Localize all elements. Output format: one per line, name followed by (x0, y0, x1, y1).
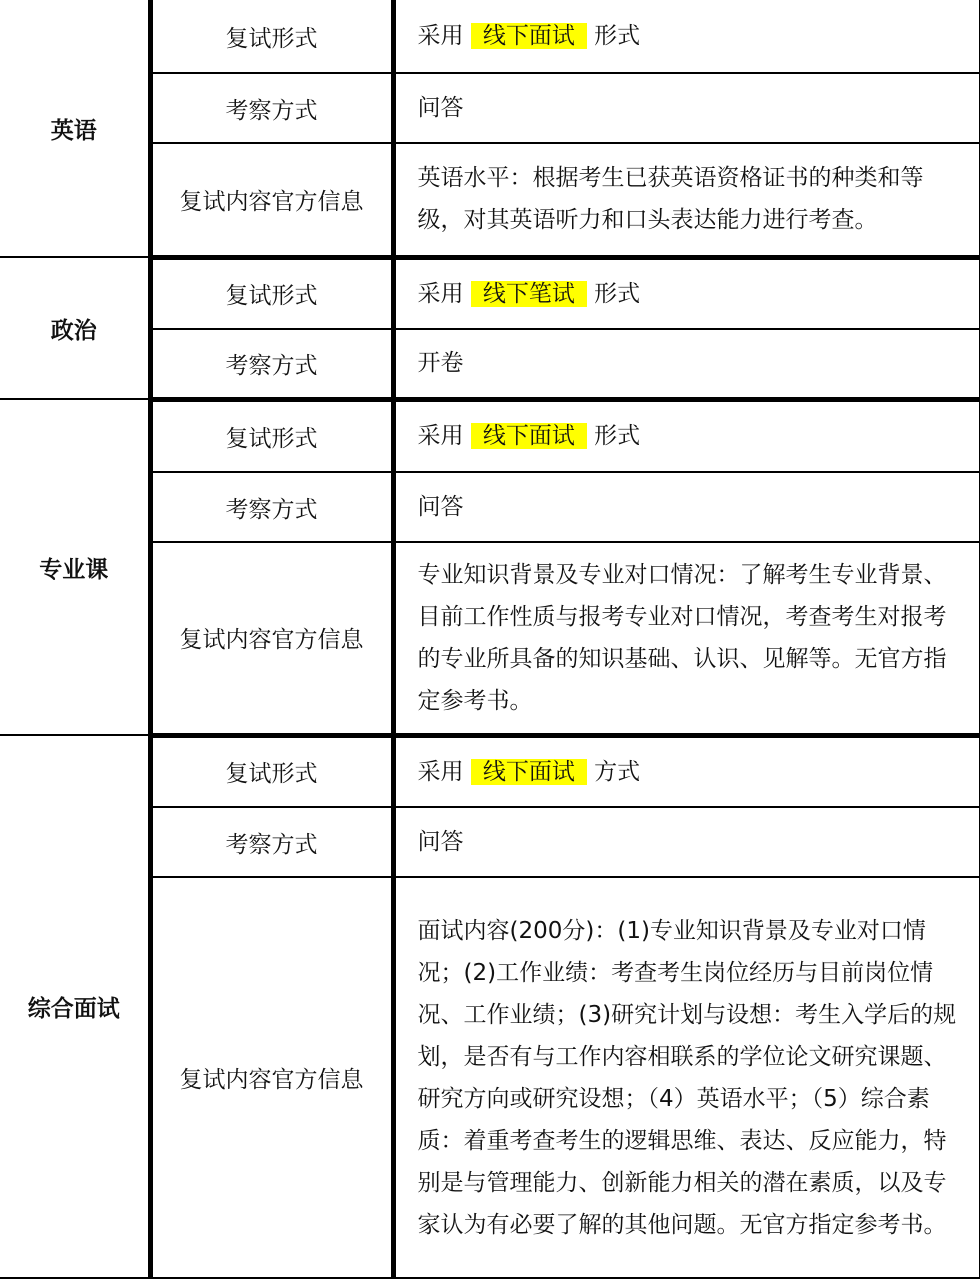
content-cell: 问答 (393, 73, 980, 143)
subject-english: 英语 (0, 0, 150, 257)
item-label: 考察方式 (150, 329, 393, 399)
suffix-text: 方式 (594, 758, 641, 785)
item-label: 复试形式 (150, 399, 393, 472)
subject-interview: 综合面试 (0, 735, 150, 1278)
subject-politics: 政治 (0, 257, 150, 399)
highlight-mark: 线下面试 (471, 759, 587, 785)
content-cell: 英语水平：根据考生已获英语资格证书的种类和等级，对其英语听力和口头表达能力进行考查。 (393, 143, 980, 257)
suffix-text: 形式 (594, 23, 641, 49)
content-cell: 问答 (393, 472, 980, 542)
highlight-mark: 线下面试 (471, 423, 587, 449)
prefix-text: 采用 (417, 280, 464, 307)
suffix-text: 形式 (594, 280, 641, 307)
prefix-text: 采用 (417, 23, 464, 49)
suffix-text: 形式 (594, 423, 641, 450)
table-row (0, 0, 980, 73)
content-cell (393, 257, 980, 329)
table-row (0, 735, 980, 807)
item-label: 复试形式 (150, 0, 393, 73)
content-cell: 开卷 (393, 329, 980, 399)
content-cell (393, 0, 980, 73)
item-label: 复试内容官方信息 (150, 143, 393, 257)
table-row (0, 257, 980, 329)
prefix-text: 采用 (417, 423, 464, 450)
content-cell (393, 735, 980, 807)
item-label: 复试形式 (150, 735, 393, 807)
subject-major: 专业课 (0, 399, 150, 735)
content-cell: 问答 (393, 807, 980, 877)
prefix-text: 采用 (417, 758, 464, 785)
content-cell (393, 399, 980, 472)
item-label: 复试形式 (150, 257, 393, 329)
item-label: 考察方式 (150, 73, 393, 143)
content-cell: 专业知识背景及专业对口情况：了解考生专业背景、目前工作性质与报考专业对口情况，考查考生对报考的专业所具备的知识基础、认识、见解等。无官方指定参考书。 (393, 542, 980, 735)
item-label: 复试内容官方信息 (150, 542, 393, 735)
item-label: 复试内容官方信息 (150, 877, 393, 1278)
highlight-mark: 线下笔试 (471, 281, 587, 307)
table-row (0, 399, 980, 472)
highlight-mark: 线下面试 (471, 23, 587, 49)
item-label: 考察方式 (150, 807, 393, 877)
item-label: 考察方式 (150, 472, 393, 542)
content-cell: 面试内容(200分)：(1)专业知识背景及专业对口情况；(2)工作业绩：考查考生岗位经历与目前岗位情况、工作业绩；(3)研究计划与设想：考生入学后的规划，是否有与工作内容相联系的学位论文研究课题、研究方向或研究设想；（4）英语水平；（5）综合素质：着重考查考生的逻辑思维、表达、反应能力，特别是与管理能力、创新能力相关的潜在素质，以及专家认为有必要了解的其他问题。无官方指定参考书。 (393, 877, 980, 1278)
